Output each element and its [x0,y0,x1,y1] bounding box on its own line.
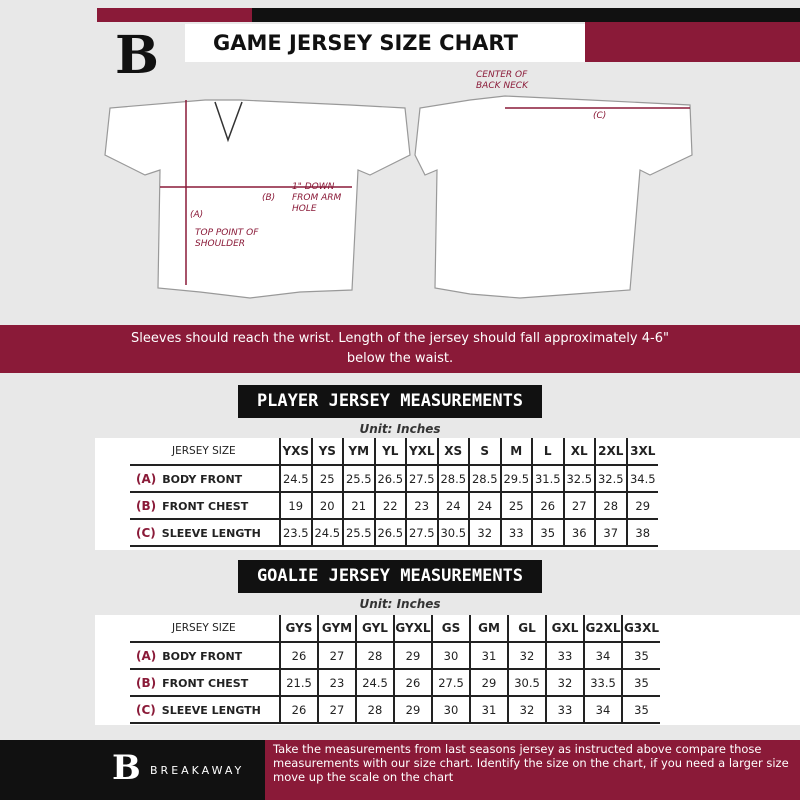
size-col-header: XL [564,438,596,465]
size-col-header: M [501,438,533,465]
size-col-header: YXS [280,438,312,465]
size-col-header: 2XL [595,438,627,465]
label-b: (B) [262,193,276,203]
table-cell: 34 [584,696,622,723]
info-text: Sleeves should reach the wrist. Length of the jersey should fall approximately 4-6" below the waist. [131,331,669,366]
table-cell: 28 [595,492,627,519]
table-cell: 23 [318,669,356,696]
row-letter: (C) [136,702,156,717]
table-cell: 30 [432,696,470,723]
footer-brand-name: BREAKAWAY [150,764,245,777]
table-cell: 32 [508,642,546,669]
player-table-panel [95,438,800,550]
table-cell: 24 [469,492,501,519]
table-cell: 23.5 [280,519,312,546]
goalie-size-table [130,615,660,724]
table-cell: 25.5 [343,465,375,492]
table-cell: 35 [532,519,564,546]
top-dark-bar [252,8,800,22]
table-cell: 26 [280,696,318,723]
table-cell: 27 [318,642,356,669]
row-label-text: SLEEVE LENGTH [161,526,261,540]
row-letter: (B) [136,675,157,690]
table-cell: 30.5 [508,669,546,696]
size-col-header: YS [312,438,344,465]
table-cell: 35 [622,642,660,669]
table-cell: 34.5 [627,465,659,492]
top-accent-bar [97,8,252,22]
back-jersey [415,96,692,298]
jersey-diagram [0,60,800,325]
size-col-header: YXL [406,438,438,465]
table-cell: 24 [438,492,470,519]
table-cell: 31.5 [532,465,564,492]
table-cell: 26 [532,492,564,519]
row-label-text: SLEEVE LENGTH [161,703,261,717]
table-cell: 32.5 [564,465,596,492]
table-cell: 32.5 [595,465,627,492]
top-point-note: TOP POINT OF SHOULDER [195,228,259,249]
row-label-text: FRONT CHEST [162,676,249,690]
table-cell: 30 [432,642,470,669]
table-cell: 38 [627,519,659,546]
size-col-header: GYM [318,615,356,642]
size-col-header: GL [508,615,546,642]
table-row [130,465,658,492]
table-cell: 25 [501,492,533,519]
table-row [130,492,658,519]
size-col-header: YM [343,438,375,465]
table-cell: 28.5 [438,465,470,492]
row-label [130,669,280,696]
row-letter: (A) [136,471,157,486]
player-section-title: PLAYER JERSEY MEASUREMENTS [238,385,542,418]
table-cell: 27.5 [406,519,438,546]
table-cell: 29 [470,669,508,696]
table-cell: 33 [501,519,533,546]
table-cell: 28.5 [469,465,501,492]
table-cell: 33 [546,642,584,669]
size-col-header: GS [432,615,470,642]
size-header: JERSEY SIZE [172,622,236,634]
row-letter: (C) [136,525,156,540]
table-cell: 27.5 [432,669,470,696]
brand-logo: B [115,25,159,86]
size-col-header: S [469,438,501,465]
label-a: (A) [190,210,204,220]
table-cell: 34 [584,642,622,669]
table-cell: 32 [546,669,584,696]
table-cell: 37 [595,519,627,546]
table-cell: 26.5 [375,519,407,546]
table-cell: 27 [564,492,596,519]
goalie-unit: Unit: Inches [359,597,441,611]
size-header-row [130,438,658,465]
header-accent-block [585,22,800,62]
player-unit: Unit: Inches [359,422,441,436]
table-cell: 35 [622,669,660,696]
size-col-header: G2XL [584,615,622,642]
table-cell: 36 [564,519,596,546]
table-cell: 31 [470,696,508,723]
footer-logo: B [112,748,141,788]
table-cell: 31 [470,642,508,669]
arm-hole-note: 1" DOWN FROM ARM HOLE [292,182,342,214]
size-col-header: GYXL [394,615,432,642]
table-cell: 19 [280,492,312,519]
goalie-section-title: GOALIE JERSEY MEASUREMENTS [238,560,542,593]
player-size-table [130,438,658,547]
goalie-table-panel [95,615,800,725]
table-cell: 24.5 [312,519,344,546]
center-back-neck-note: CENTER OF BACK NECK [476,70,528,91]
table-cell: 21 [343,492,375,519]
row-label-text: FRONT CHEST [162,499,249,513]
table-cell: 24.5 [356,669,394,696]
row-label [130,519,280,546]
size-col-header: XS [438,438,470,465]
row-letter: (A) [136,648,157,663]
row-label [130,642,280,669]
table-cell: 29 [394,642,432,669]
size-col-header: 3XL [627,438,659,465]
table-cell: 21.5 [280,669,318,696]
table-cell: 30.5 [438,519,470,546]
table-cell: 26 [394,669,432,696]
row-label [130,492,280,519]
table-row [130,642,660,669]
label-c: (C) [593,111,607,121]
row-letter: (B) [136,498,157,513]
table-cell: 35 [622,696,660,723]
table-cell: 25 [312,465,344,492]
table-cell: 29 [394,696,432,723]
table-cell: 33.5 [584,669,622,696]
footer-brand [0,740,265,800]
table-cell: 33 [546,696,584,723]
table-cell: 22 [375,492,407,519]
table-cell: 32 [508,696,546,723]
table-cell: 25.5 [343,519,375,546]
table-cell: 29 [627,492,659,519]
info-band [0,325,800,373]
row-label [130,465,280,492]
size-col-header: G3XL [622,615,660,642]
size-col-header: GYS [280,615,318,642]
table-row [130,696,660,723]
size-col-header: YL [375,438,407,465]
size-col-header: L [532,438,564,465]
table-cell: 23 [406,492,438,519]
table-cell: 29.5 [501,465,533,492]
row-label [130,696,280,723]
table-cell: 27.5 [406,465,438,492]
table-row [130,669,660,696]
page-title: GAME JERSEY SIZE CHART [185,24,585,62]
table-cell: 28 [356,696,394,723]
table-cell: 26 [280,642,318,669]
size-col-header: GYL [356,615,394,642]
table-cell: 28 [356,642,394,669]
size-col-header: GM [470,615,508,642]
row-label-text: BODY FRONT [162,472,243,486]
size-col-header: GXL [546,615,584,642]
table-cell: 26.5 [375,465,407,492]
front-jersey [105,100,410,298]
table-cell: 27 [318,696,356,723]
row-label-text: BODY FRONT [162,649,243,663]
table-cell: 20 [312,492,344,519]
footer-note: Take the measurements from last seasons jersey as instructed above compare those measurements with our size chart. Identify the size on the chart, if you need a larger size move up the scale on the chart [265,740,800,800]
table-cell: 32 [469,519,501,546]
size-header: JERSEY SIZE [172,445,236,457]
table-row [130,519,658,546]
table-cell: 24.5 [280,465,312,492]
size-header-row [130,615,660,642]
